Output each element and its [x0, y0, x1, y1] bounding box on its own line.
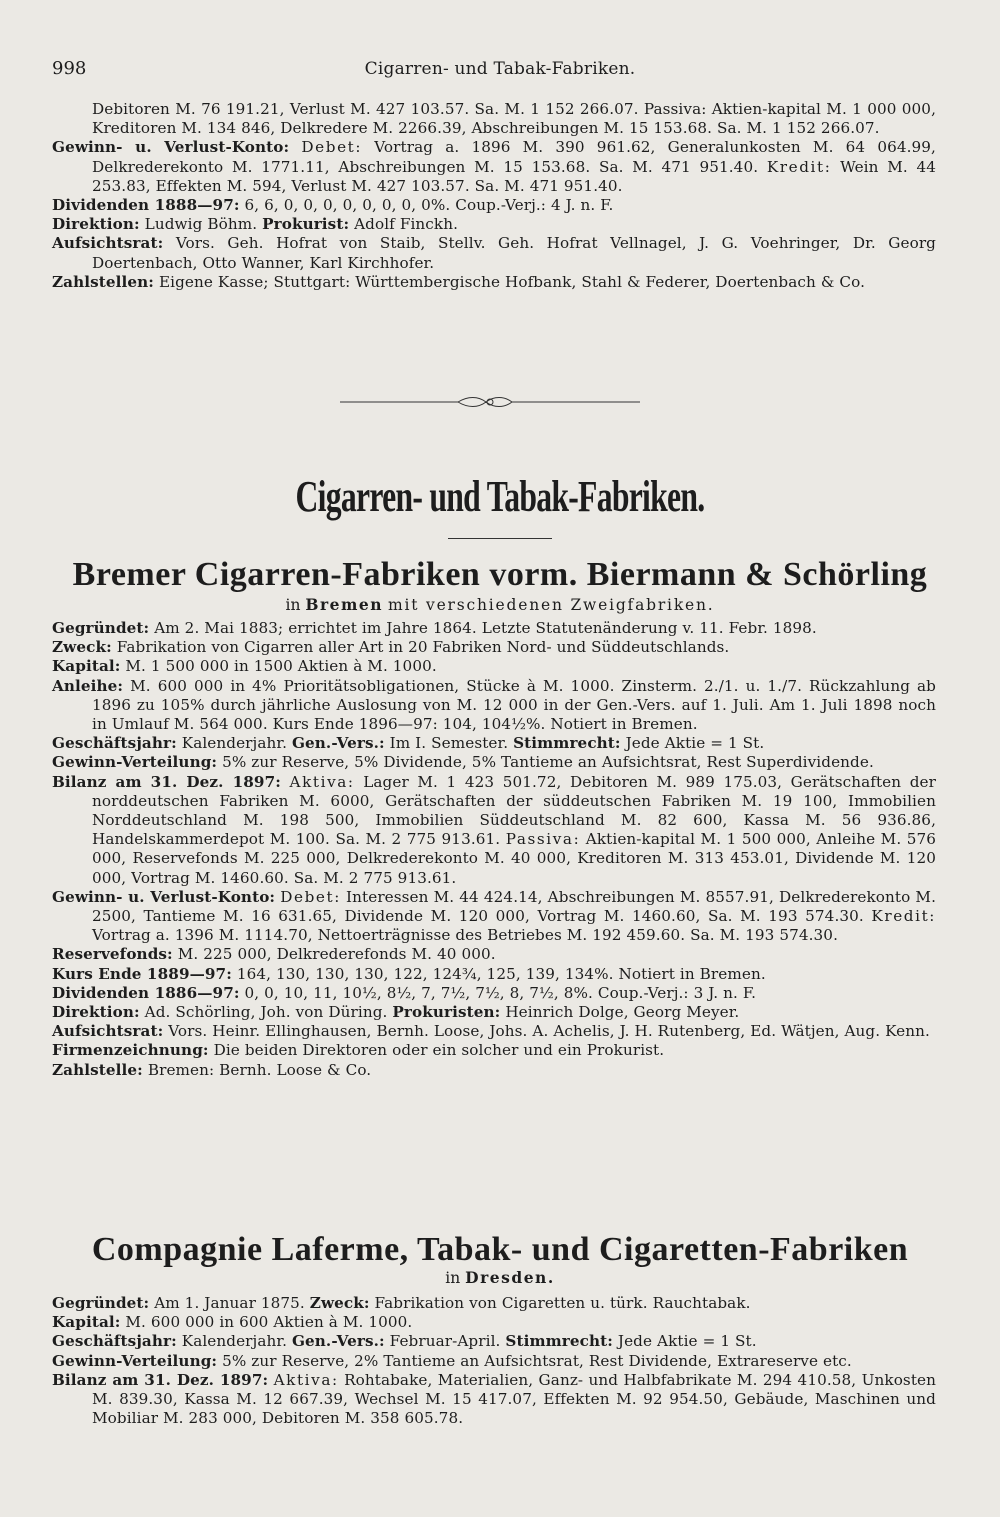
dividends: Dividenden 1888—97: 6, 6, 0, 0, 0, 0, 0, 0, 0, 0%. Coup.-Verj.: 4 J. n. F. — [52, 196, 614, 215]
company-1-name: Bremer Cigarren-Fabriken vorm. Biermann & Schörling — [72, 556, 928, 593]
balance-continued: Debitoren M. 76 191.21, Verlust M. 427 103.57. Sa. M. 1 152 266.07. Passiva: Aktien-kapital M. 1 000 000, Kreditoren M. 134 846, Delkredere M. 2266.39, Abschreibungen M. 15 153.68. Sa. M. 1 152 266.07. — [92, 100, 936, 138]
balance-sheet: Bilanz am 31. Dez. 1897: Aktiva: Rohtabake, Materialien, Ganz- und Halbfabrikate M. 294 410.58, Unkosten M. 839.30, Kassa M. 12 667.39, Wechsel M. 15 417.07, Effekten M. 92 954.50, Gebäude, Maschinen und Mobiliar M. 283 000, Debitoren M. 358 605.78. — [52, 1370, 937, 1428]
running-header: Cigarren- und Tabak-Fabriken. — [364, 59, 636, 79]
reserve-funds: Reservefonds: M. 225 000, Delkrederefonds M. 40 000. — [52, 945, 496, 964]
paying-agent: Zahlstelle: Bremen: Bernh. Loose & Co. — [52, 1060, 372, 1079]
company-2-entry — [52, 1294, 936, 1428]
founded: Gegründet: Am 1. Januar 1875. Zweck: Fabrikation von Cigaretten u. türk. Rauchtabak. — [52, 1294, 751, 1312]
business-year: Geschäftsjahr: Kalenderjahr. Gen.-Vers.: Im I. Semester. Stimmrecht: Jede Aktie = 1 St. — [52, 734, 765, 753]
paying-agents: Zahlstellen: Eigene Kasse; Stuttgart: Württembergische Hofbank, Stahl & Federer, Doertenbach & Co. — [52, 272, 866, 291]
company-1-location: in Bremen mit verschiedenen Zweigfabriken. — [285, 595, 715, 614]
balance-sheet: Bilanz am 31. Dez. 1897: Aktiva: Lager M. 1 423 501.72, Debitoren M. 989 175.03, Gerätschaften der norddeutschen Fabriken M. 6000, Gerätschaften der süddeutschen Fabriken M. 19 100, Immobilien Norddeutschland M. 198 500, Immobilien Süddeutschland M. 82 600, Kassa M. 56 936.86, Handelskammerdepot M. 100. Sa. M. 2 775 913.61. Passiva: Aktien-kapital M. 1 500 000, Anleihe M. 576 000, Reservefonds M. 225 000, Delkrederekonto M. 40 000, Kreditoren M. 313 453.01, Dividende M. 120 000, Vortrag M. 1460.60. Sa. M. 2 775 913.61. — [52, 772, 937, 887]
signature-rule: Firmenzeichnung: Die beiden Direktoren oder ein solcher und ein Prokurist. — [52, 1041, 665, 1060]
capital: Kapital: M. 1 500 000 in 1500 Aktien à M. 1000. — [52, 657, 437, 676]
title-rule — [448, 538, 552, 539]
dividends: Dividenden 1886—97: 0, 0, 10, 11, 10½, 8½, 7, 7½, 7½, 8, 7½, 8%. Coup.-Verj.: 3 J. n. F. — [52, 983, 757, 1002]
management: Direktion: Ad. Schörling, Joh. von Düring. Prokuristen: Heinrich Dolge, Georg Meyer. — [52, 1003, 740, 1022]
profit-distribution: Gewinn-Verteilung: 5% zur Reserve, 5% Dividende, 5% Tantieme an Aufsichtsrat, Rest Superdividende. — [52, 753, 874, 772]
ornament-divider-icon — [340, 395, 640, 409]
management: Direktion: Ludwig Böhm. Prokurist: Adolf Finckh. — [52, 215, 459, 234]
company-2-location: in Dresden. — [445, 1268, 555, 1287]
supervisory-board: Aufsichtsrat: Vors. Geh. Hofrat von Staib, Stellv. Geh. Hofrat Vellnagel, J. G. Voehringer, Dr. Georg Doertenbach, Otto Wanner, Karl Kirchhofer. — [52, 234, 937, 272]
founded: Gegründet: Am 2. Mai 1883; errichtet im Jahre 1864. Letzte Statutenänderung v. 11. Febr. 1898. — [52, 619, 817, 637]
supervisory-board: Aufsichtsrat: Vors. Heinr. Ellinghausen, Bernh. Loose, Johs. A. Achelis, J. H. Rutenberg, Ed. Wätjen, Aug. Kenn. — [52, 1022, 930, 1041]
purpose: Zweck: Fabrikation von Cigarren aller Art in 20 Fabriken Nord- und Süddeutschlands. — [52, 638, 730, 657]
capital: Kapital: M. 600 000 in 600 Aktien à M. 1000. — [52, 1313, 413, 1332]
share-prices: Kurs Ende 1889—97: 164, 130, 130, 130, 122, 124¾, 125, 139, 134%. Notiert in Bremen. — [52, 964, 766, 983]
previous-company-entry — [52, 100, 936, 292]
section-title: Cigarren- und Tabak-Fabriken. — [295, 472, 705, 521]
business-year: Geschäftsjahr: Kalenderjahr. Gen.-Vers.: Februar-April. Stimmrecht: Jede Aktie = 1 St. — [52, 1332, 757, 1351]
profit-distribution: Gewinn-Verteilung: 5% zur Reserve, 2% Tantieme an Aufsichtsrat, Rest Dividende, Extrareserve etc. — [52, 1351, 852, 1370]
profit-loss-account: Gewinn- u. Verlust-Konto: Debet: Vortrag a. 1896 M. 390 961.62, Generalunkosten M. 64 064.99, Delkrederekonto M. 1771.11, Abschreibungen M. 15 153.68. Sa. M. 471 951.40. Kredit: Wein M. 44 253.83, Effekten M. 594, Verlust M. 427 103.57. Sa. M. 471 951.40. — [52, 138, 936, 195]
profit-loss-account: Gewinn- u. Verlust-Konto: Debet: Interessen M. 44 424.14, Abschreibungen M. 8557.91, Delkrederekonto M. 2500, Tantieme M. 16 631.65, Dividende M. 120 000, Vortrag M. 1460.60, Sa. M. 193 574.30. Kredit: Vortrag a. 1396 M. 1114.70, Nettoerträgnisse des Betriebes M. 192 459.60. Sa. M. 193 574.30. — [52, 887, 936, 945]
company-2-name: Compagnie Laferme, Tabak- und Cigaretten-Fabriken — [91, 1231, 909, 1268]
loan: Anleihe: M. 600 000 in 4% Prioritätsobligationen, Stücke à M. 1000. Zinsterm. 2./1. u. 1./7. Rückzahlung ab 1896 zu 105% durch jährliche Auslosung von M. 12 000 in der Gen.-Vers. auf 1. Juli. Am 1. Juli 1898 noch in Umlauf M. 564 000. Kurs Ende 1896—97: 104, 104½%. Notiert in Bremen. — [52, 676, 936, 734]
company-1-entry — [52, 619, 936, 1080]
page-number: 998 — [52, 58, 87, 79]
